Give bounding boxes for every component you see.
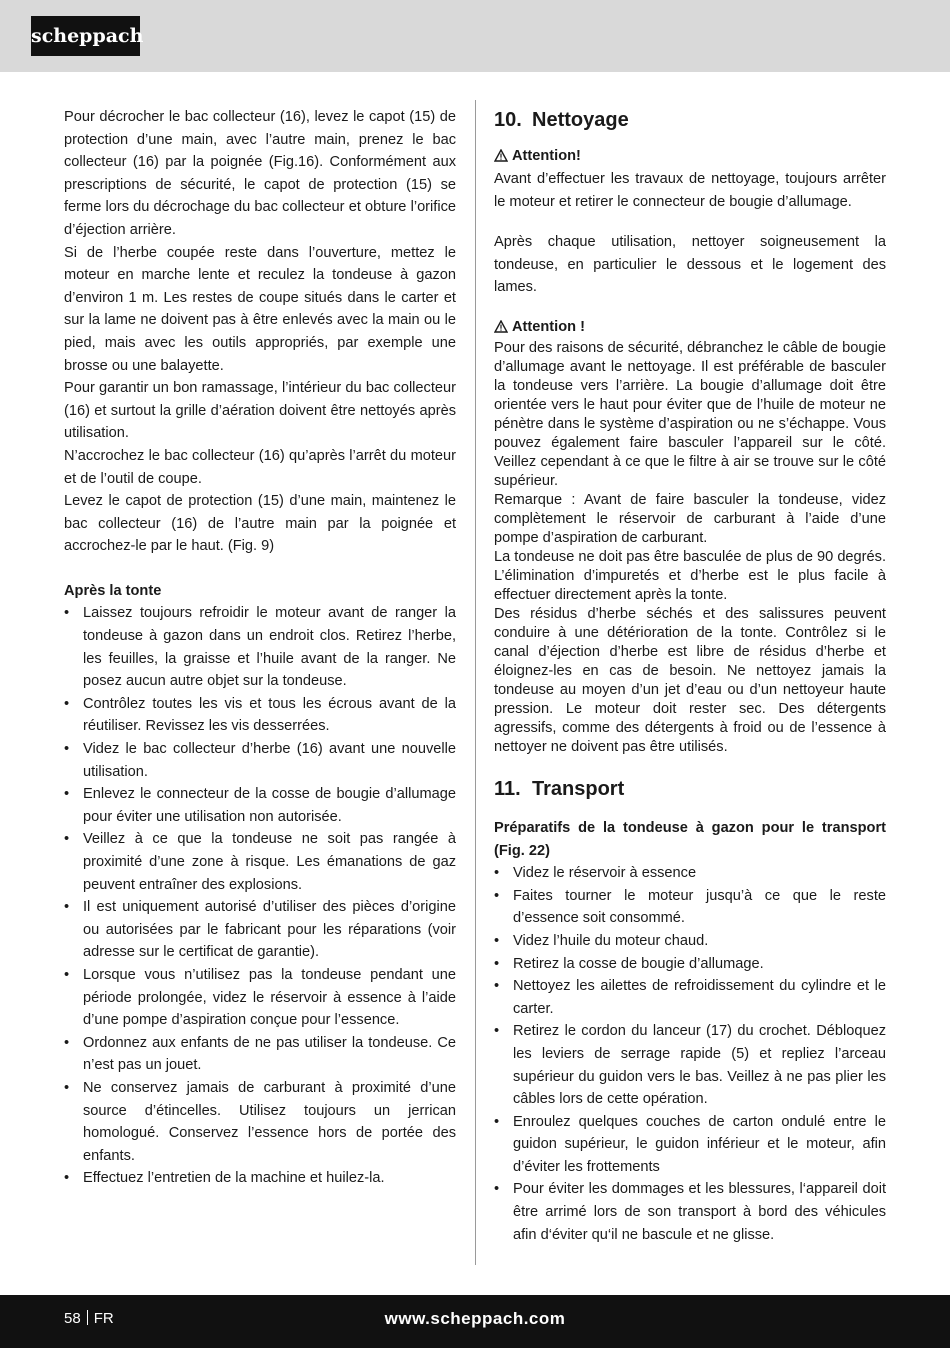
list-item: • Veillez à ce que la tondeuse ne soit pas rangée à proximité d’une zone à risque. Les émanations de gaz peuvent entraîner des explosions. (64, 828, 456, 896)
scheppach-logo: scheppach (31, 16, 140, 56)
section-title-nettoyage (494, 106, 886, 134)
website-url: www.scheppach.com (384, 1309, 566, 1328)
page-number: 58 (64, 1310, 81, 1327)
list-item: • Faites tourner le moteur jusqu’à ce que le reste d’essence soit consommé. (494, 885, 886, 930)
paragraph: Des résidus d’herbe séchés et des salissures peuvent conduire à une détérioration de la tonte. Contrôlez si le canal d’éjection d’herbe est libre de résidus d’herbe et éloignez-les en cas de besoin. Ne nettoyez jamais la tondeuse au moyen d’un jet d’eau ou d’un nettoyeur haute pression. Le moteur doit rester sec. Des détergents agressifs, comme des détergents à froid ou de l’essence à nettoyer ne doivent pas être utilisés. (494, 605, 886, 755)
warning-triangle-icon (494, 319, 508, 339)
list-item: • Effectuez l’entretien de la machine et huilez-la. (64, 1167, 456, 1190)
bullet-list-apres-la-tonte (64, 602, 456, 1189)
paragraph: Après chaque utilisation, nettoyer soigneusement la tondeuse, en particulier le dessous et le logement des lames. (494, 234, 886, 296)
list-item: • Il est uniquement autorisé d’utiliser des pièces d’origine ou autorisées par le fabricant pour les réparations (voir adresse sur le certificat de garantie). (64, 896, 456, 964)
section-number: 10. (494, 109, 522, 131)
section-title-text: Nettoyage (532, 109, 629, 131)
paragraph: Pour garantir un bon ramassage, l’intérieur du bac collecteur (16) et surtout la grille d’aération doivent être nettoyés après utilisation. (64, 380, 456, 442)
list-item: • Retirez la cosse de bougie d’allumage. (494, 953, 886, 976)
list-item: • Contrôlez toutes les vis et tous les écrous avant de la réutiliser. Revissez les vis desserrées. (64, 693, 456, 738)
list-item: • Videz l’huile du moteur chaud. (494, 930, 886, 953)
bullet-list-transport (494, 862, 886, 1246)
list-item: • Lorsque vous n’utilisez pas la tondeuse pendant une période prolongée, videz le réservoir à essence à l’aide d’une pompe d’aspiration conçue pour l’essence. (64, 964, 456, 1032)
page-footer (0, 1295, 950, 1348)
section-title-transport (494, 775, 886, 803)
subheading-apres-la-tonte: Après la tonte (64, 582, 162, 599)
paragraph: Si de l’herbe coupée reste dans l’ouverture, mettez le moteur en marche lente et reculez la tondeuse à gazon d’environ 1 m. Les restes de coupe situés dans le carter et sur la lame ne doivent pas à être enlevés avec la main ou le pied, mais avec les outils appropriés, par exemple une brosse ou une balayette. (64, 244, 456, 374)
paragraph: Pour décrocher le bac collecteur (16), levez le capot (15) de protection d’une main, avec l’autre main, prenez le bac collecteur (16) par la poignée (Fig.16). Conformément aux prescriptions de sécurité, le capot de protection (15) se ferme lors du décrochage du bac collecteur et obture l’orifice d’éjection arrière. (64, 109, 456, 238)
attention-label: Attention! (494, 146, 886, 168)
list-item: • Enroulez quelques couches de carton ondulé entre le guidon supérieur, le guidon inférieur et le moteur, afin d’éviter les frottements (494, 1111, 886, 1179)
list-item: • Retirez le cordon du lanceur (17) du crochet. Débloquez les leviers de serrage rapide (5) et repliez l’arceau supérieur du guidon vers le bas. Veillez à ne pas plier les câbles lors de cette opération. (494, 1020, 886, 1110)
column-divider (475, 100, 476, 1265)
list-item: • Pour éviter les dommages et les blessures, l‘appareil doit être arrimé lors de son transport à bord des véhicules afin d‘éviter qu‘il ne bascule et ne glisse. (494, 1178, 886, 1246)
page-header (0, 0, 950, 72)
language-code: FR (93, 1310, 114, 1327)
right-column (494, 106, 886, 1246)
paragraph: N’accrochez le bac collecteur (16) qu’après l’arrêt du moteur et de l’outil de coupe. (64, 447, 456, 487)
list-item: • Nettoyez les ailettes de refroidissement du cylindre et le carter. (494, 975, 886, 1020)
left-column (64, 106, 456, 1190)
paragraph: Pour des raisons de sécurité, débranchez le câble de bougie d’allumage avant le nettoyage. Il est préférable de basculer la tondeuse vers l’arrière. La bougie d’allumage doit être orientée vers le haut pour éviter que de l’huile de moteur ne pénètre dans le système d’aspiration ou ne s’échappe. Vous pouvez également faire basculer l’appareil sur le côté. Veillez cependant à ce que le filtre à air se trouve sur le côté supérieur. (494, 339, 886, 489)
section-number: 11. (494, 777, 521, 800)
paragraph: Levez le capot de protection (15) d’une main, maintenez le bac collecteur (16) de l’autre main par la poignée et accrochez-le par le haut. (Fig. 9) (64, 493, 456, 555)
list-item: • Laissez toujours refroidir le moteur avant de ranger la tondeuse à gazon dans un endroit clos. Retirez l’herbe, les feuilles, la graisse et l’huile avant de la ranger. Ne posez aucun autre objet sur la tondeuse. (64, 602, 456, 692)
paragraph: La tondeuse ne doit pas être basculée de plus de 90 degrés. L’élimination d’impuretés et d’herbe est le plus facile à effectuer directement après la tonte. (494, 548, 886, 603)
list-item: • Videz le réservoir à essence (494, 862, 886, 885)
list-item: • Enlevez le connecteur de la cosse de bougie d’allumage pour éviter une utilisation non autorisée. (64, 783, 456, 828)
attention-text: Avant d’effectuer les travaux de nettoyage, toujours arrêter le moteur et retirer le connecteur de bougie d’allumage. (494, 171, 886, 210)
list-item: • Ne conservez jamais de carburant à proximité d’une source d’étincelles. Utilisez toujours un jerrican homologué. Conservez l’essence hors de portée des enfants. (64, 1077, 456, 1167)
paragraph: Remarque : Avant de faire basculer la tondeuse, videz complètement le réservoir de carburant à l’aide d’une pompe d’aspiration de carburant. (494, 491, 886, 546)
section-title-text: Transport (532, 777, 625, 800)
warning-triangle-icon (494, 148, 508, 168)
list-item: • Videz le bac collecteur d’herbe (16) avant une nouvelle utilisation. (64, 738, 456, 783)
subheading-preparatifs-transport: Préparatifs de la tondeuse à gazon pour le transport (Fig. 22) (494, 819, 886, 859)
list-item: • Ordonnez aux enfants de ne pas utiliser la tondeuse. Ce n’est pas un jouet. (64, 1032, 456, 1077)
attention-label: Attention ! (494, 317, 886, 339)
